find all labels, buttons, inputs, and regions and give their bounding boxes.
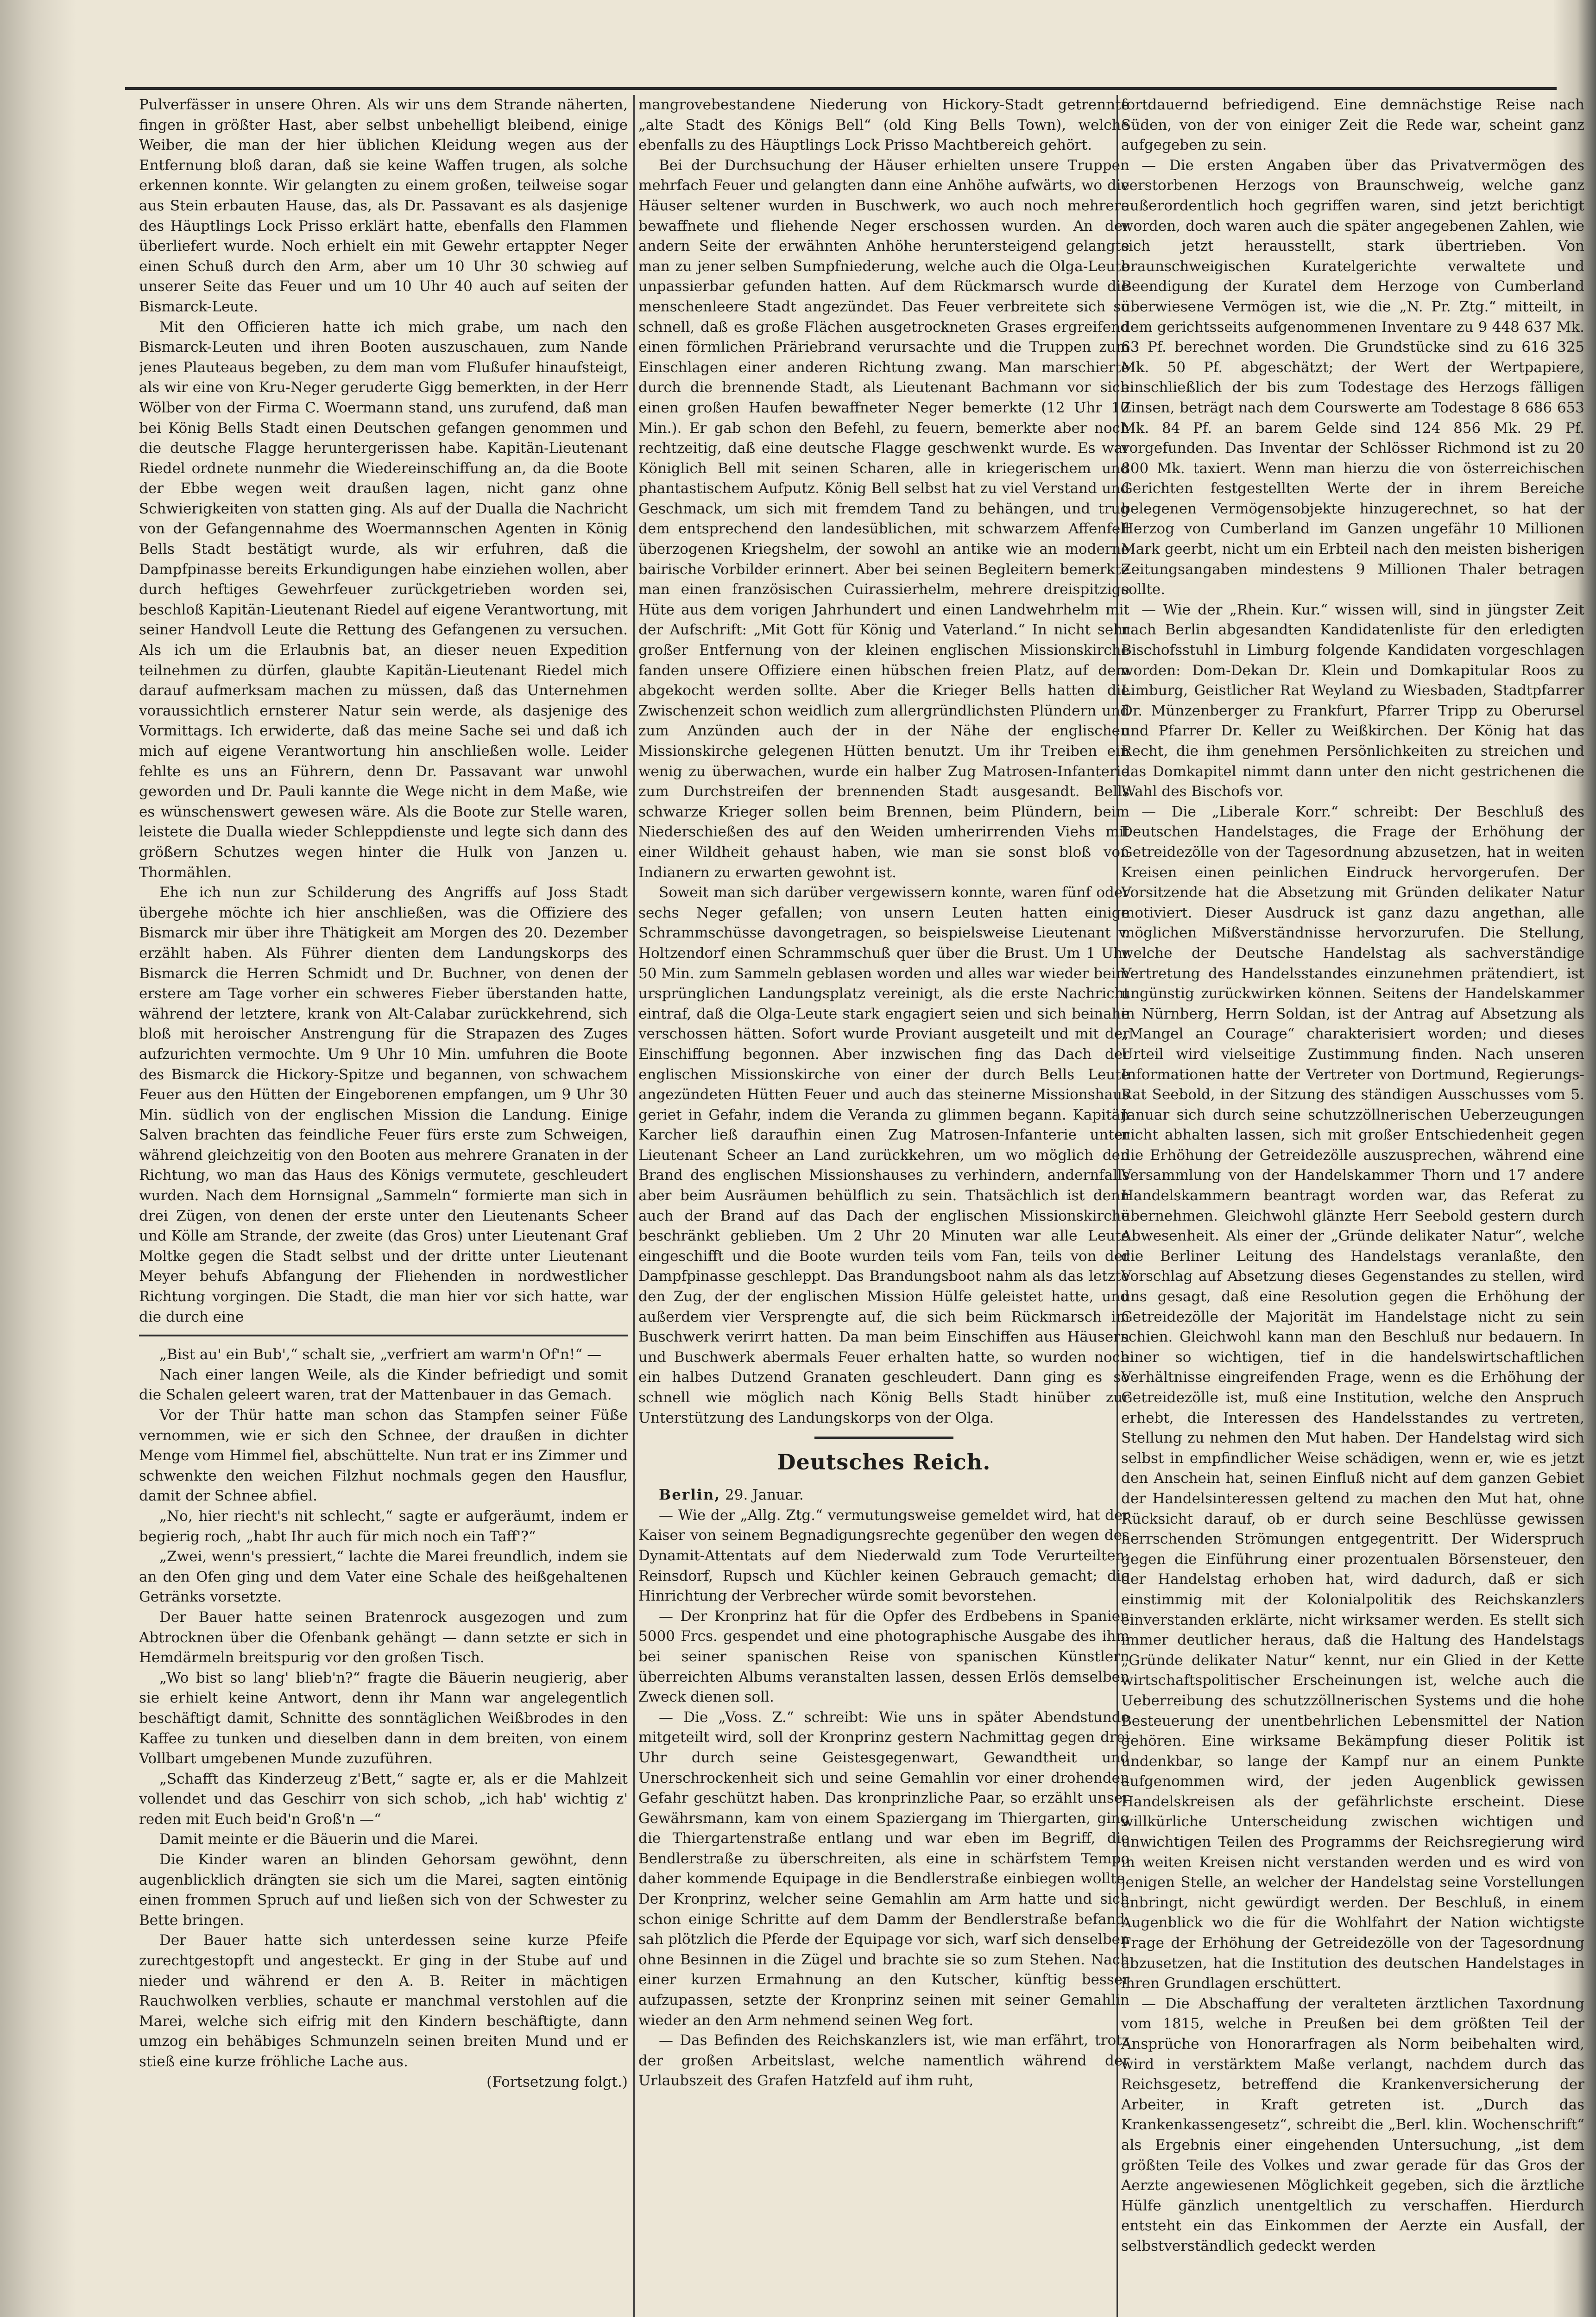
- story-paragraph: „Wo bist so lang' blieb'n?“ fragte die Bäuerin neugierig, aber sie erhielt keine Antwort, denn ihr Mann war angelegentlich beschäftigt damit, Schnitte des sonntäglichen Weißbrodes in den Kaffee zu tunken und dieselben dann in dem breiten, von einem Vollbart umgebenen Munde zuzuführen.: [139, 1669, 628, 1767]
- dateline: [638, 1485, 1129, 1506]
- story-paragraph: Vor der Thür hatte man schon das Stampfen seiner Füße vernommen, wie er sich den Schnee, der draußen in dichter Menge vom Himmel fiel, abschüttelte. Nun trat er ins Zimmer und schwenkte den weichen Filzhut nochmals gegen den Hausflur, damit der Schnee abfiel.: [139, 1407, 628, 1505]
- story-paragraph: „Zwei, wenn's pressiert,“ lachte die Marei freundlich, indem sie an den Ofen ging und dem Vater eine Schale des heißgehaltenen Getränks vorsetzte.: [139, 1548, 628, 1606]
- column-divider-1: [633, 95, 635, 2317]
- story-paragraph: Die Kinder waren an blinden Gehorsam gewöhnt, denn augenblicklich drängten sie sich um die Marei, sagten eintönig einen frommen Spruch auf und ließen sich von der Schwester zu Bette bringen.: [139, 1851, 628, 1929]
- story-paragraph: „No, hier riecht's nit schlecht,“ sagte er aufgeräumt, indem er begierig roch, „habt Ihr auch für mich noch ein Taff'?“: [139, 1507, 628, 1545]
- article-paragraph: mangrovebestandene Niederung von Hickory-Stadt getrennte „alte Stadt des Königs Bell“ (old King Bells Town), welche ebenfalls zu des Häuptlings Lock Prisso Machtbereich gehört.: [638, 96, 1129, 154]
- column-3: [1121, 95, 1584, 2317]
- news-item: — Die ersten Angaben über das Privatvermögen des verstorbenen Herzogs von Braunschweig, welche ganz außerordentlich hoch gegriffen waren, sind jetzt berichtigt worden, doch waren auch die später angegebenen Zahlen, wie sich jetzt herausstellt, stark übertrieben. Von braunschweigischen Kuratelgerichte verwaltete und Beendigung der Kuratel dem Herzoge von Cumberland überwiesene Vermögen ist, wie die „N. Pr. Ztg.“ mitteilt, in dem gerichtsseits aufgenommenen Inventare zu 9 448 637 Mk. 63 Pf. berechnet worden. Die Grundstücke sind zu 616 325 Mk. 50 Pf. abgeschätzt; der Wert der Wertpapiere, einschließlich der bis zum Todestage des Herzogs fälligen Zinsen, beträgt nach dem Courswerte am Todestage 8 686 653 Mk. 84 Pf. an barem Gelde sind 124 856 Mk. 29 Pf. vorgefunden. Das Inventar der Schlösser Richmond ist zu 20 800 Mk. taxiert. Wenn man hierzu die von österreichischen Gerichten festgestellten Werte der in ihrem Bereiche belegenen Vermögensobjekte hinzugerechnet, so hat der Herzog von Cumberland im Ganzen ungefähr 10 Millionen Mark geerbt, nicht um ein Erbteil nach den meisten bisherigen Zeitungsangaben mindestens 9 Millionen Thaler betragen sollte.: [1121, 157, 1584, 598]
- continued-note: (Fortsetzung folgt.): [486, 2073, 628, 2090]
- news-item: — Der Kronprinz hat für die Opfer des Erdbebens in Spanien 5000 Frcs. gespendet und eine photographische Ausgabe des ihm bei seiner spanischen Reise von spanischen Künstlern überreichten Albums veranstalten lassen, dessen Erlös demselben Zweck dienen soll.: [638, 1608, 1129, 1706]
- story-paragraph: „Schafft das Kinderzeug z'Bett,“ sagte er, als er die Mahlzeit vollendet und das Geschirr von sich schob, „ich hab' wichtig z' reden mit Euch beid'n Groß'n —“: [139, 1770, 628, 1828]
- story-paragraph: „Bist au' ein Bub',“ schalt sie, „verfriert am warm'n Of'n!“ —: [159, 1346, 602, 1363]
- binding-shadow: [0, 0, 76, 2317]
- article-paragraph: Bei der Durchsuchung der Häuser erhielten unsere Truppen mehrfach Feuer und gelangten dann eine Anhöhe aufwärts, wo die Häuser seltener wurden in Buschwerk, wo auch noch mehrere bewaffnete und fliehende Neger erschossen wurden. An der andern Seite der erwähnten Anhöhe heruntersteigend gelangte man zu jener selben Sumpfniederung, welche auch die Olga-Leute unpassierbar gefunden hatten. Auf dem Rückmarsch wurde die menschenleere Stadt angezündet. Das Feuer verbreitete sich so schnell, daß es große Flächen ausgetrockneten Grases ergreifend einen förmlichen Präriebrand verursachte und die Truppen zum Einschlagen einer anderen Richtung zwang. Man marschierte durch die brennende Stadt, als Lieutenant Bachmann vor sich einen großen Haufen bewaffneter Neger bemerkte (12 Uhr 10 Min.). Er gab schon den Befehl, zu feuern, bemerkte aber noch rechtzeitig, daß eine deutsche Flagge geschwenkt wurde. Es war Königlich Bell mit seinen Scharen, alle in kriegerischem und phantastischem Aufputz. König Bell selbst hat zu viel Verstand und Geschmack, um sich mit fremdem Tand zu behängen, und trug dem entsprechend den landesüblichen, mit schwarzem Affenfell überzogenen Kriegshelm, der sowohl an antike wie an moderne bairische Vorbilder erinnert. Aber bei seinen Begleitern bemerkte man einen französischen Cuirassierhelm, mehrere dreispitzige Hüte aus dem vorigen Jahrhundert und einen Landwehrhelm mit der Aufschrift: „Mit Gott für König und Vaterland.“ In nicht sehr großer Entfernung von der kleinen englischen Missionskirche fanden unsere Offiziere einen hübschen freien Platz, auf dem abgekocht werden sollte. Aber die Krieger Bells hatten die Zwischenzeit schon weidlich zum allergründlichsten Plündern und zum Anzünden auch der in der Nähe der englischen Missionskirche gelegenen Hütten benutzt. Um ihr Treiben ein wenig zu überwachen, wurde ein halber Zug Matrosen-Infanterie zum Durchstreifen der brennenden Stadt ausgesandt. Bells schwarze Krieger sollen beim Brennen, beim Plündern, beim Niederschießen des auf den Weiden umherirrenden Viehs mit einer Wildheit gehaust haben, wie man sie sonst bloß von Indianern zu erwarten gewohnt ist.: [638, 157, 1129, 881]
- story-paragraph: Damit meinte er die Bäuerin und die Marei.: [159, 1831, 479, 1848]
- news-item: — Die „Voss. Z.“ schreibt: Wie uns in später Abendstunde mitgeteilt wird, soll der Kronprinz gestern Nachmittag gegen drei Uhr durch seine Geistesgegenwart, Gewandtheit und Unerschrockenheit sich und seine Gemahlin vor einer drohenden Gefahr geschützt haben. Das kronprinzliche Paar, so erzählt unser Gewährsmann, kam von einem Spaziergang im Thiergarten, ging die Thiergartenstraße entlang und war eben im Begriff, die Bendlerstraße zu überschreiten, als eine in schärfstem Tempo daher kommende Equipage in die Bendlerstraße einbiegen wollte. Der Kronprinz, welcher seine Gemahlin am Arm hatte und sich schon einige Schritte auf dem Damm der Bendlerstraße befand, sah plötzlich die Pferde der Equipage vor sich, warf sich denselben ohne Besinnen in die Zügel und brachte sie so zum Stehen. Nach einer kurzen Ermahnung an den Kutscher, künftig besser aufzupassen, setzte der Kronprinz seinen mit seiner Gemahlin wieder an den Arm nehmend seinen Weg fort.: [638, 1709, 1129, 2029]
- news-item: — Wie der „Rhein. Kur.“ wissen will, sind in jüngster Zeit nach Berlin abgesandten Kandidatenliste für den erledigten Bischofsstuhl in Limburg folgende Kandidaten vorgeschlagen worden: Dom-Dekan Dr. Klein und Domkapitular Roos zu Limburg, Geistlicher Rat Weyland zu Wiesbaden, Stadtpfarrer Dr. Münzenberger zu Frankfurt, Pfarrer Tripp zu Oberursel und Pfarrer Dr. Keller zu Weißkirchen. Der König hat das Recht, die ihm genehmen Persönlichkeiten zu streichen und das Domkapitel nimmt dann unter den nicht gestrichenen die Wahl des Bischofs vor.: [1121, 601, 1584, 800]
- story-paragraph: Der Bauer hatte seinen Bratenrock ausgezogen und zum Abtrocknen über die Ofenbank gehängt — dann setzte er sich in Hemdärmeln breitspurig vor den großen Tisch.: [139, 1608, 628, 1666]
- section-title: Deutsches Reich.: [777, 1450, 991, 1475]
- column-2: [638, 95, 1129, 2317]
- news-item: fortdauernd befriedigend. Eine demnächstige Reise nach Süden, von der von einiger Zeit die Rede war, scheint ganz aufgegeben zu sein.: [1121, 96, 1584, 154]
- section-divider: [814, 1437, 953, 1439]
- column-1: [139, 95, 628, 2317]
- top-rule: [125, 87, 1557, 90]
- article-paragraph: Ehe ich nun zur Schilderung des Angriffs auf Joss Stadt übergehe möchte ich hier anschließen, was die Offiziere des Bismarck mir über ihre Thätigkeit am Morgen des 20. Dezember erzählt haben. Als Führer dienten dem Landungskorps des Bismarck die Herren Schmidt und Dr. Buchner, von denen der erstere am Tage vorher ein schweres Fieber überstanden hatte, während der letztere, krank von Alt-Calabar zurückkehrend, sich bloß mit heroischer Anstrengung für die Strapazen des Zuges aufzurichten vermochte. Um 9 Uhr 10 Min. umfuhren die Boote des Bismarck die Hickory-Spitze und begannen, von schwachem Feuer aus den Hütten der Eingeborenen empfangen, um 9 Uhr 30 Min. südlich von der englischen Mission die Landung. Einige Salven brachten das feindliche Feuer fürs erste zum Schweigen, während gleichzeitig von den Booten aus mehrere Granaten in der Richtung, wo man das Haus des Königs vermutete, geschleudert wurden. Nach dem Hornsignal „Sammeln“ formierte man sich in drei Zügen, von denen der erste unter den Lieutenants Scheer und Kölle am Strande, der zweite (das Gros) unter Lieutenant Graf Moltke gegen die Stadt selbst und der dritte unter Lieutenant Meyer behufs Abfangung der Fliehenden in nordwestlicher Richtung vorgingen. Die Stadt, die man hier vor sich hatte, war die durch eine: [139, 884, 628, 1325]
- news-item: — Die „Liberale Korr.“ schreibt: Der Beschluß des Deutschen Handelstages, die Frage der Erhöhung der Getreidezölle von der Tagesordnung abzusetzen, hat in weiten Kreisen einen peinlichen Eindruck hervorgerufen. Der Vorsitzende hat die Absetzung mit Gründen delikater Natur motiviert. Dieser Ausdruck ist ganz dazu angethan, alle möglichen Mißverständnisse hervorzurufen. Die Stellung, welche der Deutsche Handelstag als sachverständige Vertretung des Handelsstandes einzunehmen prätendiert, ist ungünstig zurückwirken können. Seitens der Handelskammer in Nürnberg, Herrn Soldan, ist der Antrag auf Absetzung als „Mangel an Courage“ charakterisiert worden; und dieses Urteil wird vielseitige Zustimmung finden. Nach unseren Informationen hatte der Vertreter von Dortmund, Regierungs-Rat Seebold, in der Sitzung des ständigen Ausschusses vom 5. Januar sich durch seine schutzzöllnerischen Ueberzeugungen nicht abhalten lassen, sich mit großer Entschiedenheit gegen die Erhöhung der Getreidezölle auszusprechen, während eine Versammlung von der Handelskammer Thorn und 17 andere Handelskammern beantragt worden war, das Referat zu übernehmen. Gleichwohl glänzte Herr Seebold gestern durch Abwesenheit. Als einer der „Gründe delikater Natur“, welche die Berliner Leitung des Handelstags veranlaßte, den Vorschlag auf Absetzung dieses Gegenstandes zu stellen, wird uns gesagt, daß eine Resolution gegen die Erhöhung der Getreidezölle der Majorität im Handelstage nicht zu sein schien. Gleichwohl kann man den Beschluß nur bedauern. In einer so wichtigen, tief in die handelswirtschaftlichen Verhältnisse eingreifenden Frage, wenn es die Erhöhung der Getreidezölle ist, muß eine Institution, welche den Anspruch erhebt, die Interessen des Handelsstandes zu vertreten, Stellung zu nehmen den Mut haben. Der Handelstag wird sich selbst in empfindlicher Weise schädigen, wenn er, wie es jetzt den Anschein hat, seinen Einfluß nicht auf dem ganzen Gebiet der Handelsinteressen geltend zu machen den Mut hat, ohne Rücksicht darauf, ob er durch seine Beschlüsse gewissen herrschenden Strömungen entgegentritt. Der Widerspruch gegen die Einführung einer prozentualen Börsensteuer, den der Handelstag erhoben hat, wird dadurch, daß er sich einstimmig mit der Kolonialpolitik des Reichskanzlers einverstanden erklärte, nicht wirksamer werden. Es stellt sich immer deutlicher heraus, daß die Haltung des Handelstags „Gründe delikater Natur“ kennt, nur ein Glied in der Kette wirtschaftspolitischer Erscheinungen ist, welche auch die Ueberreibung des schutzzöllnerischen Systems und die hohe Besteuerung der unentbehrlichen Lebensmittel der Nation gehören. Eine wirksame Bekämpfung dieser Politik ist undenkbar, so lange der Kampf nur an einem Punkte aufgenommen wird, der jeden Augenblick gewissen Handelskreisen als der gefährlichste erscheint. Diese willkürliche Unterscheidung zwischen wichtigen und unwichtigen Teilen des Programms der Reichsregierung wird in weiten Kreisen nicht verstanden werden und es wird von jenigen Stelle, an welcher der Handelstag seine Vorstellungen anbringt, nicht gewürdigt werden. Der Beschluß, in einem Augenblick wo die für die Wohlfahrt der Nation wichtigste Frage der Erhöhung der Getreidezölle von der Tagesordnung abzusetzen, hat die Institution des deutschen Handelstages in ihren Grundlagen erschüttert.: [1121, 803, 1584, 1992]
- dateline-date: 29. Januar.: [725, 1487, 804, 1504]
- news-item: — Das Befinden des Reichskanzlers ist, wie man erfährt, trotz der großen Arbeitslast, welche namentlich während der Urlaubszeit des Grafen Hatzfeld auf ihm ruht,: [638, 2032, 1129, 2089]
- story-paragraph: Nach einer langen Weile, als die Kinder befriedigt und somit die Schalen geleert waren, trat der Mattenbauer in das Gemach.: [139, 1366, 628, 1404]
- article-paragraph: Mit den Officieren hatte ich mich grabe, um nach den Bismarck-Leuten und ihren Booten auszuschauen, zum Nande jenes Plauteaus begeben, zu dem man vom Flußufer hinaufsteigt, als wir eine von Kru-Neger geruderte Gigg bemerkten, in der Herr Wölber von der Firma C. Woermann stand, uns zurufend, daß man bei König Bells Stadt einen Deutschen gefangen genommen und die deutsche Flagge heruntergerissen habe. Kapitän-Lieutenant Riedel ordnete nunmehr die Wiedereinschiffung an, da die Boote der Ebbe wegen weit draußen lagen, nicht ganz ohne Schwierigkeiten von statten ging. Als auf der Dualla die Nachricht von der Gefangennahme des Woermannschen Agenten in König Bells Stadt bestätigt wurde, als wir erfuhren, daß die Dampfpinasse bereits Erkundigungen habe einziehen wollen, aber durch heftiges Gewehrfeuer zurückgetrieben worden sei, beschloß Kapitän-Lieutenant Riedel auf eigene Verantwortung, mit seiner Handvoll Leute die Rettung des Gefangenen zu versuchen. Als ich um die Erlaubnis bat, an dieser neuen Expedition teilnehmen zu dürfen, glaubte Kapitän-Lieutenant Riedel mich darauf aufmerksam machen zu müssen, daß das Unternehmen voraussichtlich ernsterer Natur sein werde, als dasjenige des Vormittags. Ich erwiderte, daß das meine Sache sei und daß ich mich auf eigene Verantwortung hin anschließen wolle. Leider fehlte es uns an Führern, denn Dr. Passavant war unwohl geworden und Dr. Pauli kannte die Wege nicht in dem Maße, wie es wünschenswert gewesen wäre. Als die Boote zur Stelle waren, leistete die Dualla wieder Schleppdienste und legte sich dann des größern Schutzes wegen hinter die Hulk von Janzen u. Thormählen.: [139, 318, 628, 881]
- dateline-city: Berlin,: [659, 1487, 721, 1504]
- news-item: — Die Abschaffung der veralteten ärztlichen Taxordnung vom 1815, welche in Preußen bei dem größten Teil der Ansprüche von Honorarfragen als Norm beibehalten wird, wird in verstärktem Maße verlangt, nachdem durch das Reichsgesetz, betreffend die Krankenversicherung der Arbeiter, in Kraft getreten ist. „Durch das Krankenkassengesetz“, schreibt die „Berl. klin. Wochenschrift“ als Ergebnis einer eingehenden Untersuchung, „ist dem größten Teile des Volkes und zwar gerade für das Gros der Aerzte angewiesenen Möglichkeit gegeben, sich die ärztliche Hülfe gänzlich unentgeltlich zu verschaffen. Hierdurch entsteht ein das Einkommen der Aerzte ein Ausfall, der selbstverständlich gedeckt werden: [1121, 1995, 1584, 2254]
- news-item: — Wie der „Allg. Ztg.“ vermutungsweise gemeldet wird, hat der Kaiser von seinem Begnadigungsrechte gegenüber den wegen des Dynamit-Attentats auf dem Niederwald zum Tode Verurteilten: Reinsdorf, Rupsch und Küchler keinen Gebrauch gemacht; die Hinrichtung der Verbrecher würde somit bevorstehen.: [638, 1507, 1129, 1605]
- story-paragraph: Der Bauer hatte sich unterdessen seine kurze Pfeife zurechtgestopft und angesteckt. Er ging in der Stube auf und nieder und während er den A. B. Reiter in mächtigen Rauchwolken verblies, schaute er manchmal verstohlen auf die Marei, welche sich eifrig mit den Kindern beschäftigte, dann umzog ein behäbiges Schmunzeln seinen breiten Mund und er stieß eine kurze fröhliche Lache aus.: [139, 1932, 628, 2070]
- article-paragraph: Soweit man sich darüber vergewissern konnte, waren fünf oder sechs Neger gefallen; von unsern Leuten hatten einige Schrammschüsse davongetragen, so beispielsweise Lieutenant v. Holtzendorf einen Schrammschuß quer über die Brust. Um 1 Uhr 50 Min. zum Sammeln geblasen worden und alles war wieder beim ursprünglichen Landungsplatz vereinigt, als die erste Nachricht eintraf, daß die Olga-Leute stark engagiert seien und sich beinahe verschossen hätten. Sofort wurde Proviant ausgeteilt und mit der Einschiffung begonnen. Aber inzwischen fing das Dach der englischen Missionskirche von einer der durch Bells Leute angezündeten Hütten Feuer und auch das steinerne Missionshaus geriet in Gefahr, indem die Veranda zu glimmen begann. Kapitän Karcher ließ daraufhin einen Zug Matrosen-Infanterie unter Lieutenant Scheer an Land zurückkehren, um wo möglich den Brand des englischen Missionshauses zu verhindern, andernfalls aber beim Ausräumen behülflich zu sein. Thatsächlich ist denn auch der Brand auf das Dach der englischen Missionskirche beschränkt geblieben. Um 2 Uhr 20 Minuten war alle Leute eingeschifft und die Boote wurden teils vom Fan, teils von der Dampfpinasse geschleppt. Das Brandungsboot nahm als das letzte den Zug, der der englischen Mission Hülfe geleistet hatte, und außerdem vier Versprengte auf, die sich beim Rückmarsch im Buschwerk verirrt hatten. Da man beim Einschiffen aus Häusern und Buschwerk abermals Feuer erhalten hatte, so wurden noch ein halbes Dutzend Granaten geschleudert. Dann ging es so schnell wie möglich nach König Bells Stadt hinüber zur Unterstützung des Landungskorps von der Olga.: [638, 884, 1129, 1426]
- feuilleton-divider: [139, 1335, 628, 1336]
- article-paragraph: Pulverfässer in unsere Ohren. Als wir uns dem Strande näherten, fingen in größter Hast, aber selbst unbehelligt bleibend, einige Weiber, die man der hier üblichen Kleidung wegen aus der Entfernung bloß daran, daß sie keine Waffen trugen, als solche erkennen konnte. Wir gelangten zu einem großen, teilweise sogar aus Stein erbauten Hause, das, als Dr. Passavant es als dasjenige des Häuptlings Lock Prisso erklärt hatte, ebenfalls den Flammen überliefert wurde. Noch erhielt ein mit Gewehr ertappter Neger einen Schuß durch den Arm, aber um 10 Uhr 30 schwieg auf unserer Seite das Feuer und um 10 Uhr 40 auch auf seiten der Bismarck-Leute.: [139, 96, 628, 315]
